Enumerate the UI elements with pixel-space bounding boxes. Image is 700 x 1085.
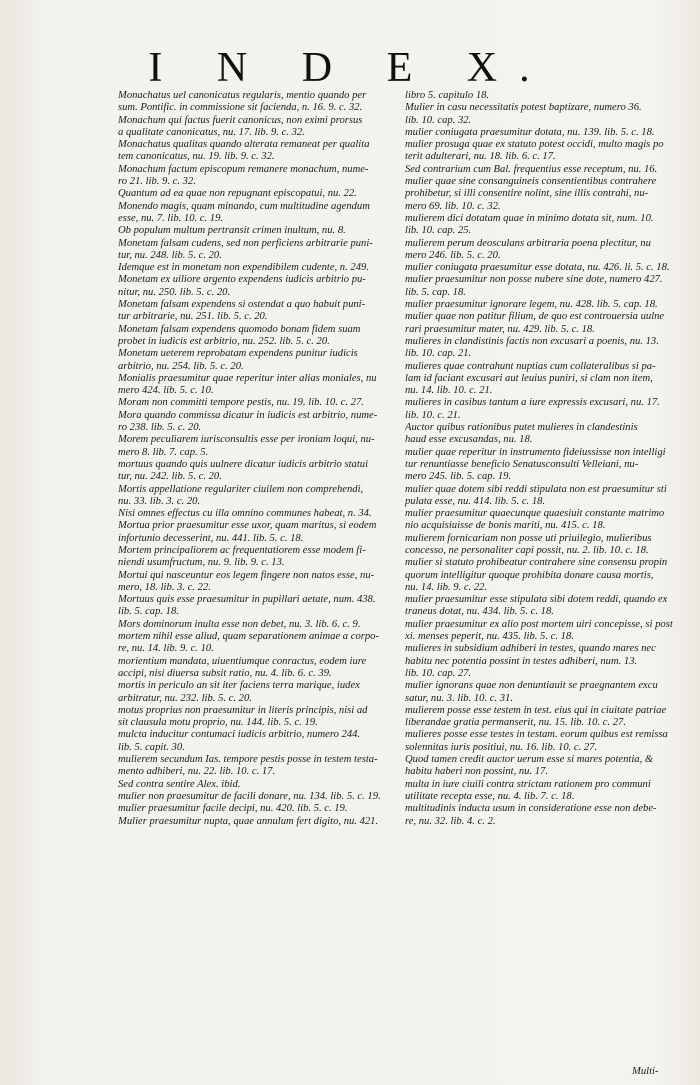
index-entry-line: mortem nihil esse aliud, quam separationem animae a corpo-: [118, 631, 379, 643]
index-entry-line: Monetam falsam cudens, sed non perficiens arbitrarie puni-: [118, 237, 373, 249]
index-entry-line: mulier non praesumitur de facili donare, nu. 134. lib. 5. c. 19.: [118, 790, 381, 802]
title-letter: E: [386, 45, 435, 91]
title-letter: D: [301, 45, 355, 91]
index-entry-line: lib. 5. cap. 18.: [405, 286, 466, 298]
index-entry-line: xi. menses peperit, nu. 435. lib. 5. c. 18.: [405, 631, 574, 643]
index-entry-line: motus proprius non praesumitur in literis principis, nisi ad: [118, 704, 368, 716]
index-entry-line: mulierem perum deosculans arbitraria poena plectitur, nu: [405, 237, 651, 249]
index-entry-line: Monachum factum episcopum remanere monachum, nume-: [118, 163, 369, 175]
index-column-left: [118, 90, 400, 828]
index-entry-line: lib. 10. cap. 25.: [405, 225, 472, 237]
index-entry-line: Mortem principaliorem ac frequentatiorem esse modem fi-: [118, 544, 366, 556]
index-entry-line: mulier prosuga quae ex statuto potest occidi, multo magis po: [405, 139, 664, 151]
index-entry-line: traneus dotat, nu. 434. lib. 5. c. 18.: [405, 606, 554, 618]
index-entry-line: Mulier in casu necessitatis potest baptizare, numero 36.: [405, 102, 642, 114]
index-entry-line: lib. 5. capit. 30.: [118, 741, 185, 753]
index-entry-line: a qualitate canonicatus, nu. 17. lib. 9. c. 32.: [118, 126, 305, 138]
index-entry-line: habitu haberi non possint, nu. 17.: [405, 766, 549, 778]
index-entry-line: mulieres quae contrahunt nuptias cum collateralibus si pa-: [405, 360, 656, 372]
index-entry-line: utilitate recepta esse, nu. 4. lib. 7. c. 18.: [405, 790, 575, 802]
index-entry-line: multa in iure ciuili contra strictam rationem pro communi: [405, 778, 651, 790]
index-entry-line: mulierem secundum Ias. tempore pestis posse in testem testa-: [118, 754, 378, 766]
index-entry-line: tur, nu. 242. lib. 5. c. 20.: [118, 471, 222, 483]
index-entry-line: terit adulterari, nu. 18. lib. 6. c. 17.: [405, 151, 556, 163]
index-entry-line: Monetam ueterem reprobatam expendens punitur iudicis: [118, 348, 358, 360]
index-column-right: [405, 90, 683, 828]
index-entry-line: nu. 14. lib. 9. c. 22.: [405, 581, 488, 593]
title-letter: N: [216, 45, 270, 91]
index-entry-line: Quantum ad ea quae non repugnant episcopatui, nu. 22.: [118, 188, 357, 200]
index-entry-line: habitu nec potentia possint in testes adhiberi, num. 13.: [405, 655, 638, 667]
index-entry-line: mulier si statuto prohibeatur contrahere sine consensu propin: [405, 557, 668, 569]
index-entry-line: mortuus quando quis uulnere dicatur iudicis arbitrio statui: [118, 458, 369, 470]
catchword: Multi-: [632, 1066, 659, 1077]
index-entry-line: mulier quae reperitur in instrumento fideiussisse non intelligi: [405, 446, 666, 458]
index-entry-line: Mortui qui nasceuntur eos legem fingere non natos esse, nu-: [118, 569, 375, 581]
index-entry-line: mortis in periculo an sit iter faciens terra marique, iudex: [118, 680, 360, 692]
index-entry-line: mulier quae dotem sibi reddi stipulata non est praesumitur sti: [405, 483, 667, 495]
index-entry-line: Monialis praesumitur quae reperitur inter alias moniales, nu: [118, 372, 377, 384]
index-entry-line: mento adhiberi, nu. 22. lib. 10. c. 17.: [118, 766, 276, 778]
index-entry-line: mulieres posse esse testes in testam. eorum quibus est remissa: [405, 729, 668, 741]
index-entry-line: prohibetur, si illi consentire nolint, sine illis contrahi, nu-: [405, 188, 649, 200]
index-entry-line: mero 69. lib. 10. c. 32.: [405, 200, 501, 212]
index-entry-line: Morem peculiarem iurisconsultis esse per ironiam loqui, nu-: [118, 434, 375, 446]
index-entry-line: infortunio decesserint, nu. 441. lib. 5. c. 18.: [118, 532, 304, 544]
index-entry-line: lam id faciant excusari aut leuius puniri, si clam non item,: [405, 372, 653, 384]
index-entry-line: mulier praesumitur non posse nubere sine dote, numero 427.: [405, 274, 663, 286]
index-entry-line: arbitrio, nu. 254. lib. 5. c. 20.: [118, 360, 244, 372]
index-entry-line: mulierem posse esse testem in test. eius qui in ciuitate patriae: [405, 704, 667, 716]
index-entry-line: haud esse excusandas, nu. 18.: [405, 434, 533, 446]
index-entry-line: mulier praesumitur ignorare legem, nu. 428. lib. 5. cap. 18.: [405, 299, 658, 311]
index-entry-line: tem canonicatus, nu. 19. lib. 9. c. 32.: [118, 151, 275, 163]
index-entry-line: Mortis appellatione regulariter ciuilem non comprehendi,: [118, 483, 364, 495]
index-entry-line: Monetam falsam expendens si ostendat a quo habuit puni-: [118, 299, 366, 311]
index-entry-line: mero 424. lib. 5. c. 10.: [118, 385, 214, 397]
index-entry-line: ro 238. lib. 5. c. 20.: [118, 422, 202, 434]
index-entry-line: mulierem fornicariam non posse uti priuilegio, mulieribus: [405, 532, 652, 544]
index-entry-line: Sed contra sentire Alex. ibid.: [118, 778, 241, 790]
index-entry-line: mulier praesumitur esse stipulata sibi dotem reddi, quando ex: [405, 594, 668, 606]
index-entry-line: lib. 10. cap. 21.: [405, 348, 472, 360]
index-entry-line: mulierem dici dotatam quae in minimo dotata sit, num. 10.: [405, 212, 654, 224]
index-entry-line: tur, nu. 248. lib. 5. c. 20.: [118, 249, 222, 261]
index-entry-line: nu. 14. lib. 10. c. 21.: [405, 385, 493, 397]
index-entry-line: mulcta inducitur contumaci iudicis arbitrio, numero 244.: [118, 729, 361, 741]
index-entry-line: Monendo magis, quam minando, cum multitudine agendum: [118, 200, 370, 212]
index-entry-line: accipi, nisi diuersa subsit ratio, nu. 4. lib. 6. c. 39.: [118, 667, 332, 679]
index-entry-line: mulier quae sine consanguineis consentientibus contrahere: [405, 176, 657, 188]
index-entry-line: mulier praesumitur quaecunque quaesiuit constante matrimo: [405, 508, 665, 520]
index-entry-line: mulier praesumitur ex alio post mortem uiri concepisse, si post: [405, 618, 673, 630]
index-entry-line: liberandae gratia permanserit, nu. 15. lib. 10. c. 27.: [405, 717, 626, 729]
index-entry-line: Moram non committi tempore pestis, nu. 19. lib. 10. c. 27.: [118, 397, 364, 409]
index-entry-line: Auctor quibus rationibus putet mulieres in clandestinis: [405, 422, 638, 434]
index-entry-line: mulier quae non patitur filium, de quo est controuersia uulne: [405, 311, 665, 323]
index-entry-line: quorum intelligitur quoque prohibita donare causa mortis,: [405, 569, 654, 581]
index-entry-line: mulieres in casibus tantum a iure expressis excusari, nu. 17.: [405, 397, 660, 409]
index-entry-line: mulier praesumitur facile decipi, nu. 420. lib. 5. c. 19.: [118, 803, 348, 815]
index-entry-line: Monetam ex uiliore argento expendens iudicis arbitrio pu-: [118, 274, 366, 286]
index-entry-line: Monetam falsam expendens quomodo bonam fidem suam: [118, 323, 361, 335]
index-entry-line: esse, nu. 7. lib. 10. c. 19.: [118, 212, 224, 224]
index-entry-line: Nisi omnes effectus cu illa omnino communes habeat, n. 34.: [118, 508, 372, 520]
index-entry-line: arbitratur, nu. 232. lib. 5. c. 20.: [118, 692, 252, 704]
index-entry-line: sum. Pontific. in commissione sit facienda, n. 16. 9. c. 32.: [118, 102, 363, 114]
index-entry-line: mero, 18. lib. 3. c. 22.: [118, 581, 211, 593]
index-entry-line: lib. 10. cap. 32.: [405, 114, 472, 126]
index-entry-line: tur renuntiasse beneficio Senatusconsulti Velleiani, nu-: [405, 458, 639, 470]
index-entry-line: mulieres in subsidium adhiberi in testes, quando mares nec: [405, 643, 656, 655]
index-entry-line: morientium mandata, uiuentiumque conractus, eodem iure: [118, 655, 367, 667]
index-entry-line: mulier ignorans quae non denuntiauit se praegnantem excu: [405, 680, 658, 692]
index-entry-line: pulata esse, nu. 414. lib. 5. c. 18.: [405, 495, 546, 507]
index-entry-line: Idemque est in monetam non expendibilem cudente, n. 249.: [118, 262, 369, 274]
index-entry-line: nitur, nu. 250. lib. 5. c. 20.: [118, 286, 231, 298]
index-entry-line: sit clausula motu proprio, nu. 144. lib. 5. c. 19.: [118, 717, 318, 729]
index-entry-line: rari praesumitur mater, nu. 429. lib. 5. c. 18.: [405, 323, 595, 335]
index-entry-line: libro 5. capitulo 18.: [405, 90, 490, 101]
index-entry-line: Ob populum multum pertransit crimen inultum, nu. 8.: [118, 225, 346, 237]
index-entry-line: multitudinis inducta usum in consideratione esse non debe-: [405, 803, 657, 815]
index-entry-line: niendi usumfructum, nu. 9. lib. 9. c. 13.: [118, 557, 285, 569]
index-entry-line: Monachatus uel canonicatus regularis, mentio quando per: [118, 90, 367, 101]
index-entry-line: mulier coniugata praesumitur dotata, nu. 139. lib. 5. c. 18.: [405, 126, 655, 138]
index-entry-line: Monachum qui factus fuerit canonicus, non eximi prorsus: [118, 114, 363, 126]
index-entry-line: lib. 5. cap. 18.: [118, 606, 179, 618]
index-entry-line: lib. 10. cap. 27.: [405, 667, 472, 679]
index-entry-line: satur, nu. 3. lib. 10. c. 31.: [405, 692, 514, 704]
index-entry-line: mero 246. lib. 5. c. 20.: [405, 249, 501, 261]
index-entry-line: Mortuus quis esse praesumitur in pupillari aetate, num. 438.: [118, 594, 376, 606]
title-letter: I: [148, 45, 185, 91]
page-title: [0, 44, 700, 92]
index-entry-line: Quod tamen credit auctor uerum esse si mares potentia, &: [405, 754, 654, 766]
index-entry-line: mero 8. lib. 7. cap. 5.: [118, 446, 209, 458]
index-entry-line: Monachatus qualitas quando alterata remaneat per qualita: [118, 139, 370, 151]
index-entry-line: Mulier praesumitur nupta, quae annulum fert digito, nu. 421.: [118, 815, 379, 827]
index-entry-line: tur arbitrarie, nu. 251. lib. 5. c. 20.: [118, 311, 268, 323]
index-entry-line: Sed contrarium cum Bal. frequentius esse receptum, nu. 16.: [405, 163, 658, 175]
index-entry-line: nio acquisiuisse de bonis mariti, nu. 415. c. 18.: [405, 520, 606, 532]
index-entry-line: probet in iudicis est arbitrio, nu. 252. lib. 5. c. 20.: [118, 335, 330, 347]
index-entry-line: Mora quando commissa dicatur in iudicis est arbitrio, nume-: [118, 409, 378, 421]
index-entry-line: mulier coniugata praesumitur esse dotata, nu. 426. li. 5. c. 18.: [405, 262, 670, 274]
index-entry-line: mulieres in clandistinis factis non excusari a poenis, nu. 13.: [405, 335, 659, 347]
index-entry-line: mero 245. lib. 5. cap. 19.: [405, 471, 512, 483]
index-entry-line: solennitas iuris positiui, nu. 16. lib. 10. c. 27.: [405, 741, 598, 753]
index-entry-line: Mortua prior praesumitur esse uxor, quam maritus, si eodem: [118, 520, 377, 532]
index-entry-line: Mors dominorum inulta esse non debet, nu. 3. lib. 6. c. 9.: [118, 618, 361, 630]
index-entry-line: re, nu. 14. lib. 9. c. 10.: [118, 643, 214, 655]
index-entry-line: concesso, ne personaliter capi possit, nu. 2. lib. 10. c. 18.: [405, 544, 649, 556]
index-entry-line: ro 21. lib. 9. c. 32.: [118, 176, 196, 188]
title-letter: X.: [466, 45, 552, 91]
index-entry-line: re, nu. 32. lib. 4. c. 2.: [405, 815, 496, 827]
index-entry-line: lib. 10. c. 21.: [405, 409, 461, 421]
index-entry-line: nu. 33. lib. 3. c. 20.: [118, 495, 201, 507]
